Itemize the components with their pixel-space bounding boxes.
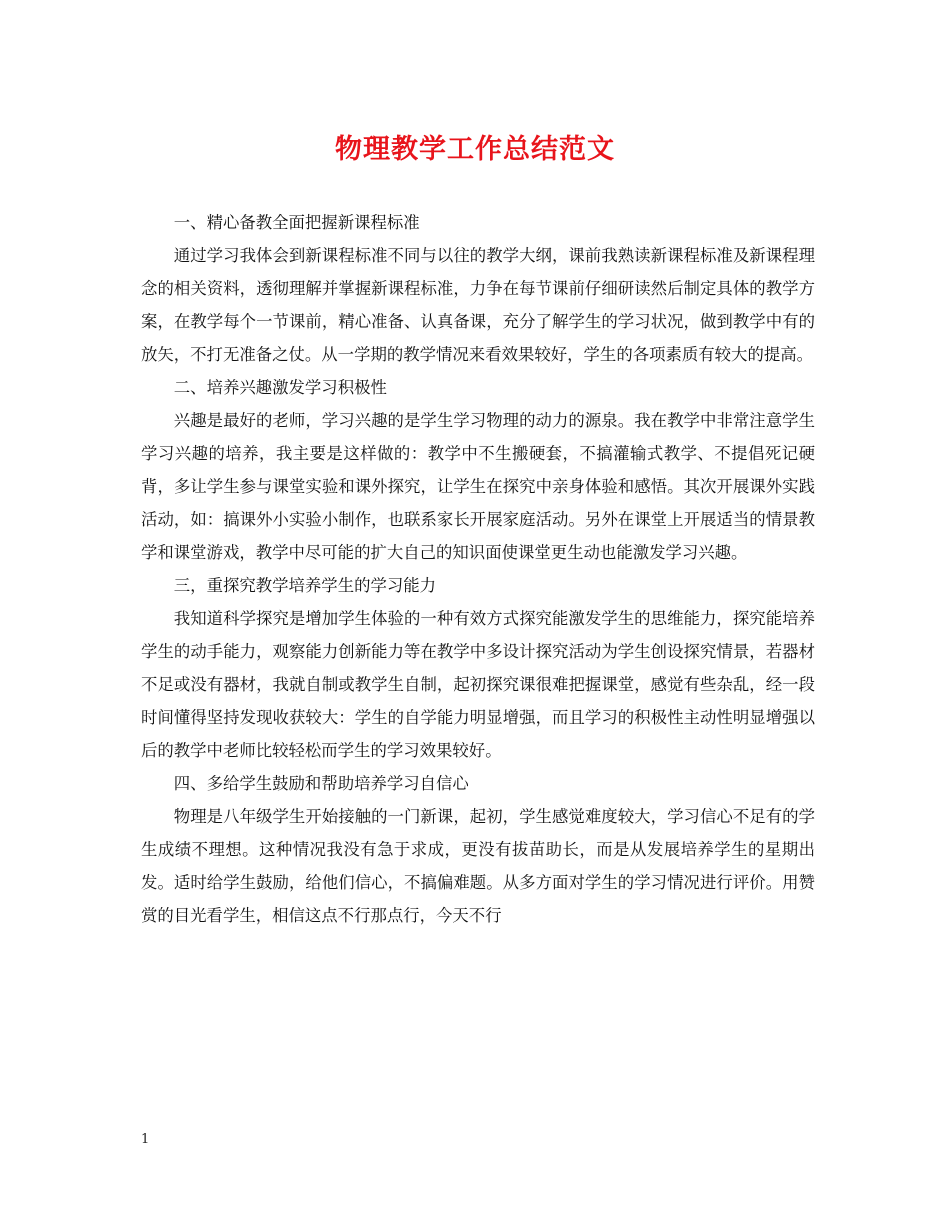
section-paragraph-4: 物理是八年级学生开始接触的一门新课，起初，学生感觉难度较大，学习信心不足有的学生成绩不理想。这种情况我没有急于求成，更没有拔苗助长，而是从发展培养学生的星期出发。适时给学生鼓励，给他们信心，不搞偏难题。从多方面对学生的学习情况进行评价。用赞赏的目光看学生，相信这点不行那点行，今天不行 bbox=[141, 807, 815, 925]
section-paragraph-2: 兴趣是最好的老师，学习兴趣的是学生学习物理的动力的源泉。我在教学中非常注意学生学习兴趣的培养，我主要是这样做的：教学中不生搬硬套，不搞灌输式教学、不提倡死记硬背，多让学生参与课堂实验和课外探究，让学生在探究中亲身体验和感悟。其次开展课外实践活动，如：搞课外小实验小制作，也联系家长开展家庭活动。另外在课堂上开展适当的情景教学和课堂游戏，教学中尽可能的扩大自己的知识面使课堂更生动也能激发学习兴趣。 bbox=[141, 411, 815, 562]
section-heading-3: 三，重探究教学培养学生的学习能力 bbox=[173, 576, 437, 595]
section-paragraph-1: 通过学习我体会到新课程标准不同与以往的教学大纲，课前我熟读新课程标准及新课程理念的相关资料，透彻理解并掌握新课程标准，力争在每节课前仔细研读然后制定具体的教学方案，在教学每个一节课前，精心准备、认真备课，充分了解学生的学习状况，做到教学中有的放矢，不打无准备之仗。从一学期的教学情况来看效果较好，学生的各项素质有较大的提高。 bbox=[141, 246, 815, 364]
document-title: 物理教学工作总结范文 bbox=[335, 134, 615, 165]
page-number: 1 bbox=[141, 1132, 150, 1147]
section-heading-2: 二、培养兴趣激发学习积极性 bbox=[173, 378, 387, 397]
section-heading-4: 四、多给学生鼓励和帮助培养学习自信心 bbox=[173, 774, 469, 793]
section-heading-1: 一、精心备教全面把握新课程标准 bbox=[173, 213, 420, 232]
section-paragraph-3: 我知道科学探究是增加学生体验的一种有效方式探究能激发学生的思维能力，探究能培养学生的动手能力，观察能力创新能力等在教学中多设计探究活动为学生创设探究情景，若器材不足或没有器材，我就自制或教学生自制，起初探究课很难把握课堂，感觉有些杂乱，经一段时间懂得坚持发现收获较大：学生的自学能力明显增强，而且学习的积极性主动性明显增强以后的教学中老师比较轻松而学生的学习效果较好。 bbox=[141, 609, 815, 760]
document-body bbox=[141, 206, 815, 932]
